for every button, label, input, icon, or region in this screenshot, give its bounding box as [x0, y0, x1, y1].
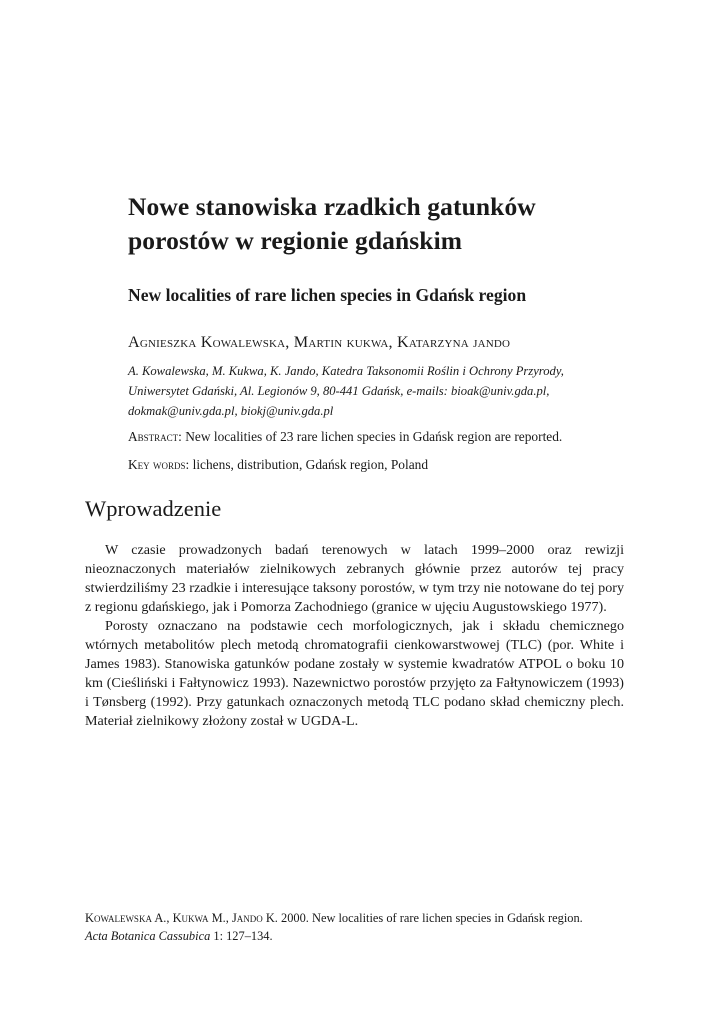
affiliation-line-2: Uniwersytet Gdański, Al. Legionów 9, 80-441 Gdańsk, e-mails: bioak@univ.gda.pl, [128, 384, 550, 398]
affiliation-line-3: dokmak@univ.gda.pl, biokj@univ.gda.pl [128, 404, 334, 418]
citation-authors: Kowalewska A., Kukwa M., Jando K. [85, 911, 278, 925]
keywords [128, 455, 628, 474]
keywords-text: lichens, distribution, Gdańsk region, Poland [189, 457, 429, 472]
body-paragraph-2: Porosty oznaczano na podstawie cech morfologicznych, jak i składu chemicznego wtórnych metabolitów plech metodą chromatografii cienkowarstwowej (TLC) (por. White i James 1983). Stanowiska gatunków podane zostały w systemie kwadratów ATPOL o boku 10 km (Cieśliński i Fałtynowicz 1993). Nazewnictwo porostów przyjęto za Fałtynowiczem (1993) i Tønsberg (1992). Przy gatunkach oznaczonych metodą TLC podano skład chemiczny plech. Materiał zielnikowy złożony został w UGDA-L. [85, 618, 624, 729]
citation-footer [85, 909, 645, 945]
author-list: Agnieszka Kowalewska, Martin kukwa, Katarzyna jando [128, 333, 511, 351]
citation-journal: Acta Botanica Cassubica [85, 929, 211, 943]
article-header [128, 190, 628, 474]
abstract [128, 427, 628, 446]
abstract-text: New localities of 23 rare lichen species in Gdańsk region are reported. [181, 429, 563, 444]
section-heading-introduction: Wprowadzenie [85, 496, 222, 521]
article-title-english: New localities of rare lichen species in Gdańsk region [128, 285, 527, 305]
abstract-label: Abstract: [128, 429, 182, 444]
article-title-polish [128, 190, 628, 258]
introduction-body [85, 541, 624, 731]
title-line-2: porostów w regionie gdańskim [128, 226, 463, 255]
author-affiliation [128, 361, 598, 421]
body-paragraph-1: W czasie prowadzonych badań terenowych w latach 1999–2000 oraz rewizji nieoznaczonych materiałów zielnikowych zebranych głównie przez autorów tej pracy stwierdziliśmy 23 rzadkie i interesujące taksony porostów, w tym trzy nie notowane do tej pory z regionu gdańskiego, jak i Pomorza Zachodniego (granice w ujęciu Augustowskiego 1977). [85, 542, 624, 615]
keywords-label: Key words: [128, 457, 190, 472]
citation-pages: 1: 127–134. [210, 929, 273, 943]
title-line-1: Nowe stanowiska rzadkich gatunków [128, 192, 536, 221]
citation-details: 2000. New localities of rare lichen species in Gdańsk region. [277, 911, 583, 925]
affiliation-line-1: A. Kowalewska, M. Kukwa, K. Jando, Katedra Taksonomii Roślin i Ochrony Przyrody, [128, 364, 564, 378]
